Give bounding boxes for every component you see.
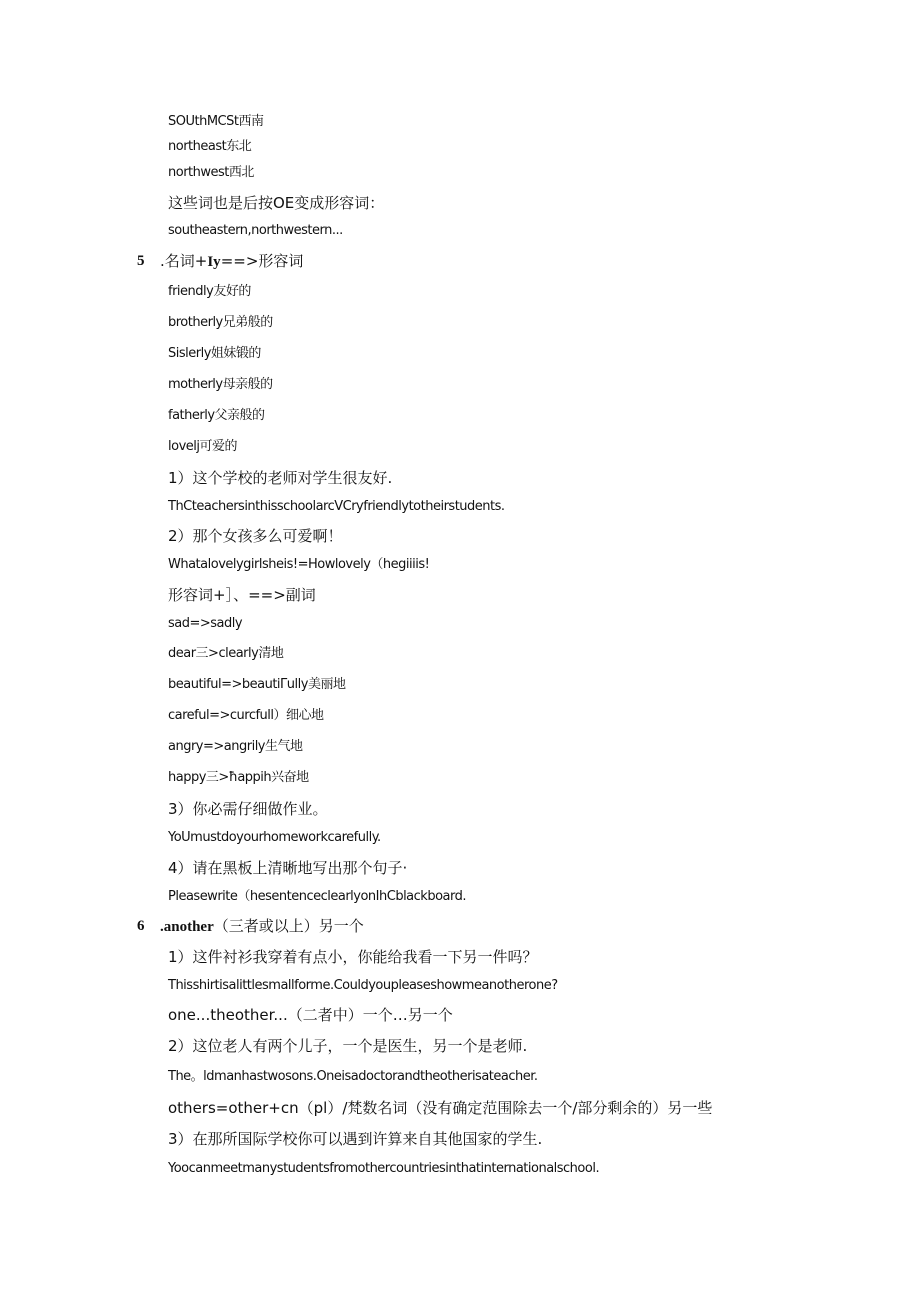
text-line: dear三>clearly清地 <box>168 646 284 661</box>
text-line: 1）这件衬衫我穿着有点小，你能给我看一下另一件吗？ <box>168 948 538 966</box>
heading-text: ==>形容词 <box>220 252 304 270</box>
text-line: northeast东北 <box>168 139 252 154</box>
text-line: motherly母亲般的 <box>168 377 273 392</box>
text-line: brotherly兄弟般的 <box>168 315 273 330</box>
text-line: happy三>ħappih兴奋地 <box>168 770 309 785</box>
text-line: careful=>curcfull）细心地 <box>168 708 324 723</box>
heading-text: .名词+ <box>160 252 208 270</box>
text-line: others=other+cn（pl）/梵数名词（没有确定范围除去一个/部分剩余的）另一些 <box>168 1099 713 1117</box>
text-line: angry=>angrily生气地 <box>168 739 303 754</box>
text-line: 形容词+］、==>副词 <box>168 586 316 604</box>
heading-keyword: Iy <box>207 254 221 270</box>
section-number: 6 <box>137 918 145 934</box>
text-line: The。ldmanhastwosons.Oneisadoctorandtheotherisateacher. <box>168 1069 538 1084</box>
text-line: southeastern,northwestern... <box>168 223 343 238</box>
text-line: Whatalovelygirlsheis!=Howlovely（hegiiiis! <box>168 557 430 572</box>
text-line: lovelj可爱的 <box>168 439 237 454</box>
text-line: fatherly父亲般的 <box>168 408 265 423</box>
text-line: 2）这位老人有两个儿子，一个是医生，另一个是老师. <box>168 1037 528 1055</box>
text-line: beautiful=>beautiΓully美丽地 <box>168 677 346 692</box>
text-line: Yoocanmeetmanystudentsfromothercountriesinthatinternationalschool. <box>168 1161 600 1176</box>
section-heading <box>160 252 303 271</box>
text-line: friendly友好的 <box>168 284 251 299</box>
text-line: 4）请在黑板上清晰地写出那个句子· <box>168 859 408 877</box>
text-line: one...theother...（二者中）一个…另一个 <box>168 1006 453 1024</box>
heading-keyword: .another <box>160 919 214 935</box>
heading-text: （三者或以上）另一个 <box>213 917 364 935</box>
text-line: northwest西北 <box>168 165 254 180</box>
text-line: 这些词也是后按OE变成形容词： <box>168 194 385 212</box>
text-line: sad=>sadly <box>168 616 243 631</box>
text-line: YoUmustdoyourhomeworkcarefully. <box>168 830 381 845</box>
section-heading <box>160 917 364 936</box>
text-line: ThCteachersinthisschoolarcVCryfriendlytotheirstudents. <box>168 499 505 514</box>
text-line: Sislerly姐妹锻的 <box>168 346 261 361</box>
text-line: SOUthMCSt西南 <box>168 114 264 129</box>
text-line: Thisshirtisalittlesmallforme.Couldyoupleaseshowmeanotherone? <box>168 978 558 993</box>
section-number: 5 <box>137 253 145 269</box>
text-line: 3）在那所国际学校你可以遇到许算来自其他国家的学生. <box>168 1130 543 1148</box>
text-line: Pleasewrite（hesentenceclearlyonIhCblackboard. <box>168 889 466 904</box>
text-line: 3）你必需仔细做作业。 <box>168 800 328 818</box>
text-line: 1）这个学校的老师对学生很友好. <box>168 469 393 487</box>
text-line: 2）那个女孩多么可爱啊！ <box>168 527 343 545</box>
